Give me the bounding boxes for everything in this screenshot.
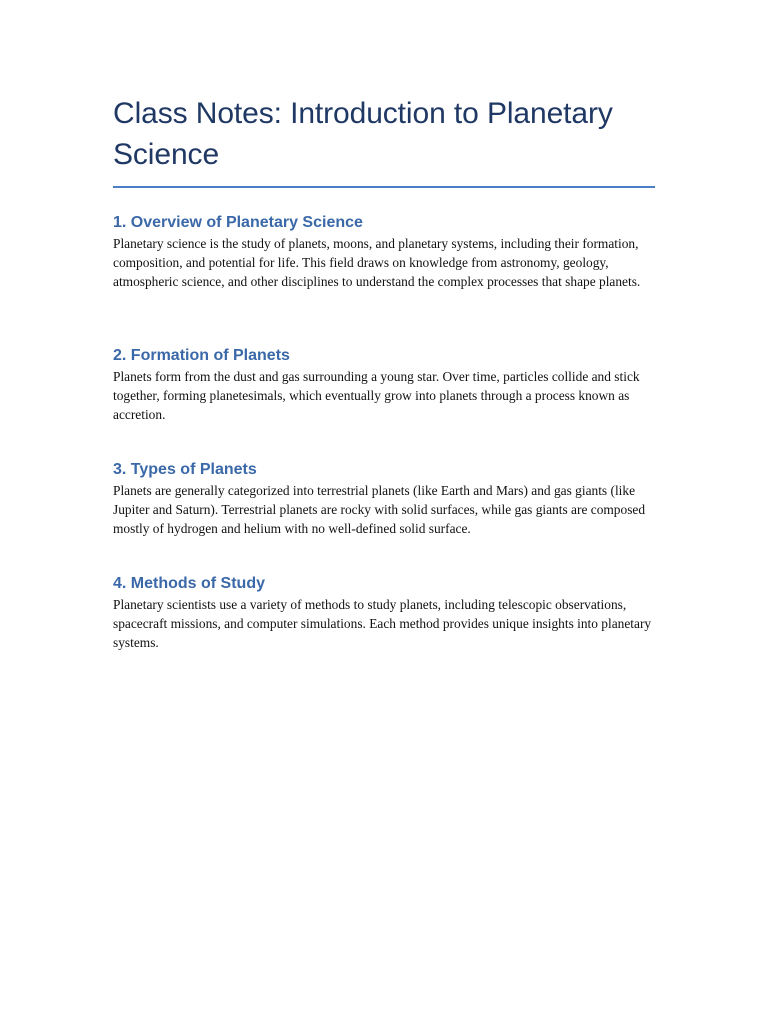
section-body: Planetary science is the study of planets, moons, and planetary systems, including their formation, composition, and potential for life. This field draws on knowledge from astronomy, geology, atmospheric science, and other disciplines to understand the complex processes that shape planets. — [113, 236, 641, 290]
section-overview — [113, 212, 655, 292]
section-formation — [113, 345, 655, 425]
section-body: Planets form from the dust and gas surrounding a young star. Over time, particles collide and stick together, forming planetesimals, which eventually grow into planets through a process known as accretion. — [113, 369, 640, 423]
document-title-line-1: Class Notes: Introduction to Planetary — [113, 97, 613, 130]
section-heading: 1. Overview of Planetary Science — [113, 214, 363, 231]
document-page — [113, 93, 655, 651]
document-title — [113, 93, 655, 175]
section-heading: 2. Formation of Planets — [113, 347, 290, 364]
section-methods — [113, 573, 655, 653]
section-heading: 3. Types of Planets — [113, 461, 257, 478]
title-underline-rule — [113, 186, 655, 188]
section-types — [113, 459, 655, 539]
section-body: Planets are generally categorized into terrestrial planets (like Earth and Mars) and gas giants (like Jupiter and Saturn). Terrestrial planets are rocky with solid surfaces, while gas giants are composed mostly of hydrogen and helium with no well-defined solid surface. — [113, 483, 646, 537]
document-title-line-2: Science — [113, 138, 220, 171]
section-heading: 4. Methods of Study — [113, 575, 265, 592]
section-body: Planetary scientists use a variety of methods to study planets, including telescopic observations, spacecraft missions, and computer simulations. Each method provides unique insights into planetary systems. — [113, 597, 652, 651]
